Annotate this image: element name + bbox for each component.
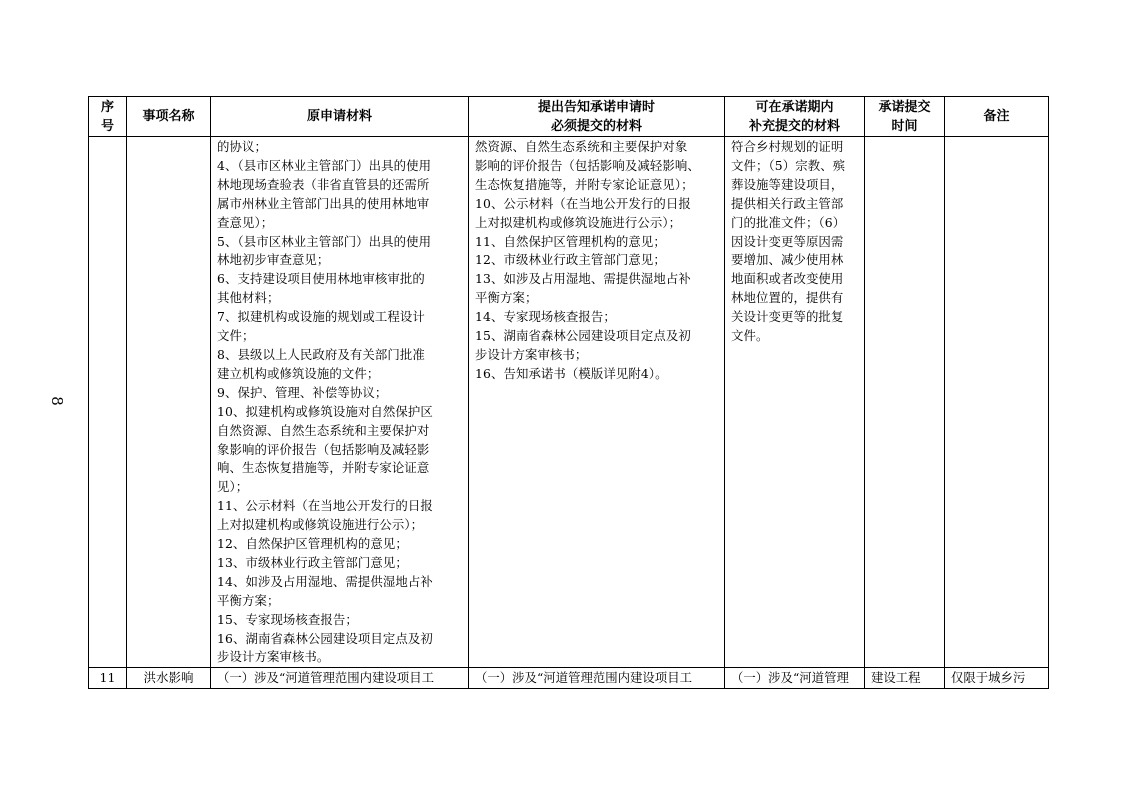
document-table xyxy=(88,96,1049,689)
cell-text-line: 步设计方案审核书。 xyxy=(217,649,330,665)
cell-text-line: 葬设施等建设项目， xyxy=(731,176,844,192)
cell-seq-empty xyxy=(89,137,127,668)
cell-required-materials xyxy=(469,137,725,668)
cell-text-line: 见）； xyxy=(217,479,249,495)
cell-text-line: 生态恢复措施等，并附专家论证意见）； xyxy=(475,176,694,192)
cell-text-line: 13、如涉及占用湿地、需提供湿地占补 xyxy=(475,271,691,287)
cell-text-line: 8、县级以上人民政府及有关部门批准 xyxy=(217,346,425,362)
cell-text-line: 象影响的评价报告（包括影响及减轻影 xyxy=(217,441,430,457)
cell-text-line: 门的批准文件；（6） xyxy=(731,214,846,230)
cell-original-materials xyxy=(211,137,469,668)
cell-text-line: 然资源、自然生态系统和主要保护对象 xyxy=(475,139,688,154)
cell-text-line: 因设计变更等原因需 xyxy=(731,233,844,249)
cell-text-line: 10、公示材料（在当地公开发行的日报 xyxy=(475,195,691,211)
cell-text-line: 响、生态恢复措施等，并附专家论证意 xyxy=(217,460,430,476)
table-row-11 xyxy=(89,668,1049,689)
cell-text-line: 14、如涉及占用湿地、需提供湿地占补 xyxy=(217,573,433,589)
cell-text-line: 6、支持建设项目使用林地审核审批的 xyxy=(217,271,425,287)
cell-text-line: 12、自然保护区管理机构的意见； xyxy=(217,536,408,552)
cell-text-line: 建立机构或修筑设施的文件； xyxy=(217,365,380,381)
cell-text-line: 4、（县市区林业主管部门）出具的使用 xyxy=(217,157,432,173)
cell-text-line: 地面积或者改变使用 xyxy=(731,271,844,287)
cell-text-line: 16、告知承诺书（模版详见附4）。 xyxy=(475,365,668,381)
cell-text-line: 上对拟建机构或修筑设施进行公示）； xyxy=(217,517,424,533)
header-original-materials: 原申请材料 xyxy=(211,97,469,137)
cell-text-line: 上对拟建机构或修筑设施进行公示）； xyxy=(475,214,682,230)
header-required-materials: 提出告知承诺申请时 必须提交的材料 xyxy=(469,97,725,137)
cell-text-line: 查意见）； xyxy=(217,214,274,230)
cell-text-line: 7、拟建机构或设施的规划或工程设计 xyxy=(217,309,425,325)
cell-text-line: 林地现场查验表（非省直管县的还需所 xyxy=(217,176,430,192)
cell-text-line: 文件；（5）宗教、殡 xyxy=(731,157,846,173)
cell-text-line: 其他材料； xyxy=(217,290,280,306)
cell-text-line: 步设计方案审核书； xyxy=(475,346,588,362)
cell-row11-commit-time: 建设工程 xyxy=(865,668,945,689)
cell-text-line: 关设计变更等的批复 xyxy=(731,309,844,325)
cell-text-line: 林地初步审查意见； xyxy=(217,252,330,268)
cell-text-line: 属市州林业主管部门出具的使用林地审 xyxy=(217,195,430,211)
cell-text-line: 文件。 xyxy=(731,328,769,344)
cell-text-line: 10、拟建机构或修筑设施对自然保护区 xyxy=(217,403,433,419)
cell-commit-time-empty xyxy=(865,137,945,668)
header-item-name: 事项名称 xyxy=(127,97,211,137)
cell-text-line: 5、（县市区林业主管部门）出具的使用 xyxy=(217,233,432,249)
cell-text-line: 要增加、减少使用林 xyxy=(731,252,844,268)
cell-text-line: 13、市级林业行政主管部门意见； xyxy=(217,554,408,570)
cell-row11-name: 洪水影响 xyxy=(127,668,211,689)
cell-text-line: 平衡方案； xyxy=(475,290,538,306)
cell-row11-required: （一）涉及“河道管理范围内建设项目工 xyxy=(469,668,725,689)
cell-text-line: 14、专家现场核查报告； xyxy=(475,309,616,325)
page-number: 8 xyxy=(47,396,66,406)
table-row-continued xyxy=(89,137,1049,668)
cell-text-line: 的协议； xyxy=(217,139,267,154)
header-remarks: 备注 xyxy=(945,97,1049,137)
cell-text-line: 林地位置的，提供有 xyxy=(731,290,844,306)
cell-text-line: 15、湖南省森林公园建设项目定点及初 xyxy=(475,328,691,344)
cell-text-line: 提供相关行政主管部 xyxy=(731,195,844,211)
cell-row11-remarks: 仅限于城乡污 xyxy=(945,668,1049,689)
cell-text-line: 16、湖南省森林公园建设项目定点及初 xyxy=(217,630,433,646)
cell-supplementary-materials xyxy=(725,137,865,668)
cell-text-line: 符合乡村规划的证明 xyxy=(731,139,844,154)
cell-remarks-empty xyxy=(945,137,1049,668)
cell-text-line: 平衡方案； xyxy=(217,592,280,608)
cell-text-line: 影响的评价报告（包括影响及减轻影响、 xyxy=(475,157,700,173)
cell-row11-supplementary: （一）涉及“河道管理 xyxy=(725,668,865,689)
cell-row11-original: （一）涉及“河道管理范围内建设项目工 xyxy=(211,668,469,689)
cell-text-line: 自然资源、自然生态系统和主要保护对 xyxy=(217,422,430,438)
cell-text-line: 9、保护、管理、补偿等协议； xyxy=(217,384,388,400)
cell-text-line: 文件； xyxy=(217,328,255,344)
table-header-row xyxy=(89,97,1049,137)
cell-text-line: 11、公示材料（在当地公开发行的日报 xyxy=(217,498,433,514)
header-supplementary-materials: 可在承诺期内 补充提交的材料 xyxy=(725,97,865,137)
cell-name-empty xyxy=(127,137,211,668)
header-commit-time: 承诺提交 时间 xyxy=(865,97,945,137)
cell-text-line: 15、专家现场核查报告； xyxy=(217,611,358,627)
header-seq: 序 号 xyxy=(89,97,127,137)
cell-text-line: 11、自然保护区管理机构的意见； xyxy=(475,233,666,249)
cell-text-line: 12、市级林业行政主管部门意见； xyxy=(475,252,666,268)
cell-row11-number: 11 xyxy=(89,668,127,689)
